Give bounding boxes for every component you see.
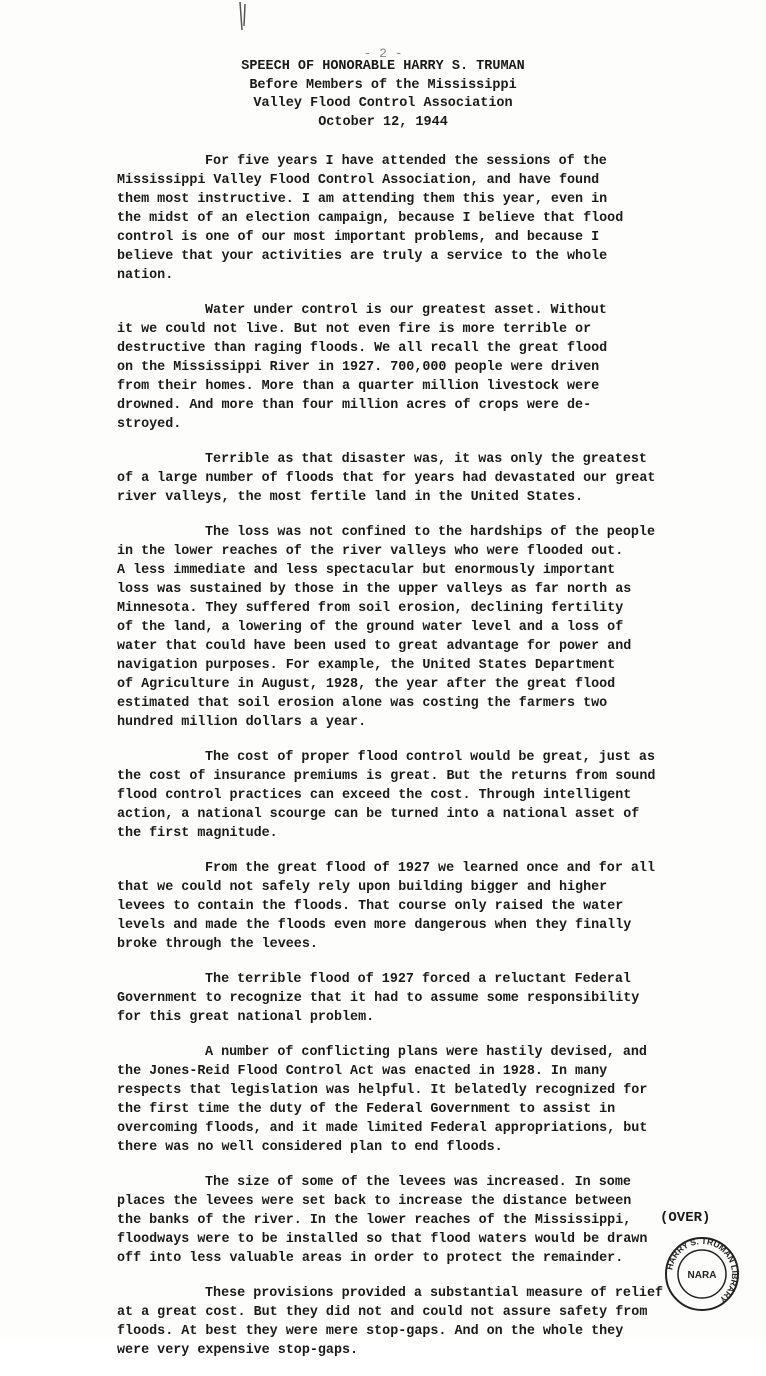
text-line: These provisions provided a substantial measure of relief bbox=[205, 1286, 664, 1301]
text-line: them most instructive. I am attending them this year, even in bbox=[117, 192, 608, 207]
speech-header bbox=[0, 58, 766, 132]
punch-mark bbox=[232, 0, 254, 32]
paragraph bbox=[117, 1043, 662, 1157]
text-line: A less immediate and less spectacular but enormously important bbox=[117, 563, 616, 578]
header-line-3: Valley Flood Control Association bbox=[253, 96, 513, 111]
text-line: Terrible as that disaster was, it was only the greatest bbox=[205, 452, 647, 467]
text-line: floods. At best they were mere stop-gaps. And on the whole they bbox=[117, 1324, 624, 1339]
text-line: The terrible flood of 1927 forced a reluctant Federal bbox=[205, 972, 631, 987]
text-line: were very expensive stop-gaps. bbox=[117, 1343, 359, 1358]
text-line: From the great flood of 1927 we learned once and for all bbox=[205, 861, 655, 876]
text-line: The loss was not confined to the hardships of the people bbox=[205, 525, 655, 540]
paragraph bbox=[117, 859, 662, 954]
text-line: Mississippi Valley Flood Control Association, and have found bbox=[117, 173, 600, 188]
page-number: - 2 - bbox=[363, 46, 403, 61]
text-line: floodways were to be installed so that flood waters would be drawn bbox=[117, 1232, 648, 1247]
over-label: (OVER) bbox=[660, 1210, 711, 1226]
text-line: For five years I have attended the sessions of the bbox=[205, 154, 607, 169]
text-line: the cost of insurance premiums is great. But the returns from sound bbox=[117, 769, 656, 784]
header-date: October 12, 1944 bbox=[318, 114, 448, 130]
text-line: flood control practices can exceed the cost. Through intelligent bbox=[117, 788, 632, 803]
speech-body bbox=[117, 152, 662, 1376]
paragraph bbox=[117, 1284, 662, 1360]
text-line: the first time the duty of the Federal Government to assist in bbox=[117, 1102, 616, 1117]
text-line: Government to recognize that it had to assume some responsibility bbox=[117, 991, 640, 1006]
text-line: for this great national problem. bbox=[117, 1010, 375, 1025]
text-line: that we could not safely rely upon building bigger and higher bbox=[117, 880, 608, 895]
text-line: there was no well considered plan to end floods. bbox=[117, 1140, 503, 1155]
text-line: Water under control is our greatest asset. Without bbox=[205, 303, 607, 318]
header-line-2: Before Members of the Mississippi bbox=[249, 77, 517, 93]
text-line: the midst of an election campaign, because I believe that flood bbox=[117, 211, 624, 226]
paragraph bbox=[117, 301, 662, 434]
text-line: broke through the levees. bbox=[117, 937, 318, 952]
text-line: of the land, a lowering of the ground water level and a loss of bbox=[117, 620, 624, 635]
text-line: water that could have been used to great advantage for power and bbox=[117, 639, 632, 654]
text-line: levels and made the floods even more dangerous when they finally bbox=[117, 918, 632, 933]
paragraph bbox=[117, 970, 662, 1027]
text-line: destructive than raging floods. We all recall the great flood bbox=[117, 341, 608, 356]
svg-text:HARRY S. TRUMAN LIBRARY: HARRY S. TRUMAN LIBRARY bbox=[664, 1235, 741, 1305]
paragraph bbox=[117, 152, 662, 285]
text-line: navigation purposes. For example, the United States Department bbox=[117, 658, 616, 673]
text-line: of Agriculture in August, 1928, the year after the great flood bbox=[117, 677, 616, 692]
text-line: on the Mississippi River in 1927. 700,000 people were driven bbox=[117, 360, 600, 375]
text-line: The cost of proper flood control would be great, just as bbox=[205, 750, 655, 765]
paragraph bbox=[117, 1173, 662, 1268]
text-line: the Jones-Reid Flood Control Act was enacted in 1928. In many bbox=[117, 1064, 608, 1079]
text-line: at a great cost. But they did not and could not assure safety from bbox=[117, 1305, 648, 1320]
text-line: river valleys, the most fertile land in the United States. bbox=[117, 490, 584, 505]
text-line: off into less valuable areas in order to protect the remainder. bbox=[117, 1251, 624, 1266]
text-line: drowned. And more than four million acres of crops were de- bbox=[117, 398, 592, 413]
svg-text:NARA: NARA bbox=[687, 1270, 717, 1281]
text-line: of a large number of floods that for years had devastated our great bbox=[117, 471, 656, 486]
paragraph bbox=[117, 523, 662, 732]
text-line: stroyed. bbox=[117, 417, 182, 432]
text-line: places the levees were set back to increase the distance between bbox=[117, 1194, 632, 1209]
paragraph bbox=[117, 450, 662, 507]
text-line: from their homes. More than a quarter million livestock were bbox=[117, 379, 600, 394]
text-line: in the lower reaches of the river valleys who were flooded out. bbox=[117, 544, 624, 559]
text-line: it we could not live. But not even fire is more terrible or bbox=[117, 322, 592, 337]
paragraph bbox=[117, 748, 662, 843]
text-line: the banks of the river. In the lower reaches of the Mississippi, bbox=[117, 1213, 632, 1228]
text-line: levees to contain the floods. That course only raised the water bbox=[117, 899, 624, 914]
text-line: nation. bbox=[117, 268, 174, 283]
text-line: hundred million dollars a year. bbox=[117, 715, 367, 730]
text-line: the first magnitude. bbox=[117, 826, 278, 841]
text-line: overcoming floods, and it made limited Federal appropriations, but bbox=[117, 1121, 648, 1136]
text-line: believe that your activities are truly a service to the whole bbox=[117, 249, 608, 264]
text-line: control is one of our most important problems, and because I bbox=[117, 230, 600, 245]
text-line: action, a national scourge can be turned into a national asset of bbox=[117, 807, 640, 822]
text-line: loss was sustained by those in the upper valleys as far north as bbox=[117, 582, 632, 597]
text-line: respects that legislation was helpful. It belatedly recognized for bbox=[117, 1083, 648, 1098]
text-line: estimated that soil erosion alone was costing the farmers two bbox=[117, 696, 608, 711]
header-line-1: SPEECH OF HONORABLE HARRY S. TRUMAN bbox=[241, 59, 525, 74]
library-stamp bbox=[663, 1235, 741, 1313]
text-line: The size of some of the levees was increased. In some bbox=[205, 1175, 631, 1190]
text-line: Minnesota. They suffered from soil erosion, declining fertility bbox=[117, 601, 624, 616]
text-line: A number of conflicting plans were hastily devised, and bbox=[205, 1045, 647, 1060]
